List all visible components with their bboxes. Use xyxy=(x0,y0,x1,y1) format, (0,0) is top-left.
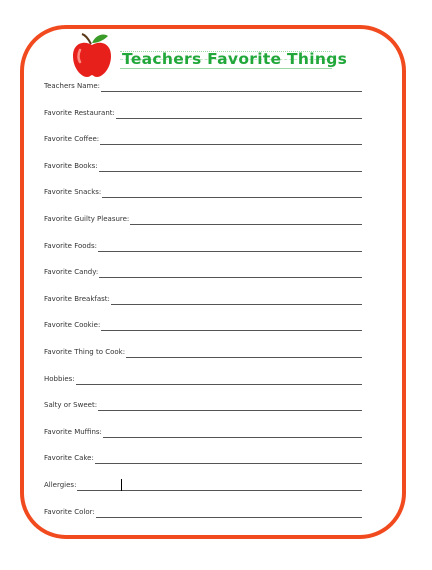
form-field-row xyxy=(44,107,362,121)
form-field-row xyxy=(44,213,362,227)
field-blank-line[interactable] xyxy=(99,171,362,172)
text-cursor xyxy=(121,479,122,491)
form-field-row xyxy=(44,319,362,333)
field-blank-line[interactable] xyxy=(76,384,362,385)
field-label: Favorite Muffins: xyxy=(44,427,102,436)
field-label: Teachers Name: xyxy=(44,82,101,90)
field-blank-line[interactable] xyxy=(130,224,362,225)
form-field-row xyxy=(44,452,362,466)
field-label: Favorite Snacks: xyxy=(44,188,102,197)
form-field-row xyxy=(44,346,362,360)
field-blank-line[interactable] xyxy=(95,463,362,464)
form-field-row xyxy=(44,506,362,520)
form-field-row xyxy=(44,133,362,147)
form-field-row xyxy=(44,373,362,387)
form-field-row xyxy=(44,399,362,413)
field-blank-line[interactable] xyxy=(116,118,362,119)
field-label: Allergies: xyxy=(44,481,77,489)
page-title: Teachers Favorite Things xyxy=(122,50,348,68)
field-label: Favorite Foods: xyxy=(44,241,97,250)
field-label: Salty or Sweet: xyxy=(44,401,98,410)
field-blank-line[interactable] xyxy=(102,197,362,198)
field-label: Favorite Restaurant: xyxy=(44,108,115,117)
field-blank-line[interactable] xyxy=(101,91,362,92)
field-blank-line[interactable] xyxy=(99,277,362,278)
field-label: Favorite Thing to Cook: xyxy=(44,348,126,356)
form-field-row xyxy=(44,80,362,94)
apple-icon xyxy=(70,32,114,78)
form-field-row xyxy=(44,240,362,254)
form-field-row xyxy=(44,479,362,493)
field-label: Favorite Cookie: xyxy=(44,321,101,330)
form-field-row xyxy=(44,186,362,200)
field-label: Favorite Books: xyxy=(44,161,98,170)
form-field-row xyxy=(44,266,362,280)
form-field-row xyxy=(44,426,362,440)
field-blank-line[interactable] xyxy=(126,357,362,358)
field-label: Favorite Coffee: xyxy=(44,135,100,144)
field-label: Favorite Guilty Pleasure: xyxy=(44,215,130,223)
field-blank-line[interactable] xyxy=(101,330,362,331)
field-label: Hobbies: xyxy=(44,374,75,383)
form-field-row xyxy=(44,160,362,174)
form-field-row xyxy=(44,293,362,307)
field-label: Favorite Cake: xyxy=(44,454,94,463)
field-label: Favorite Candy: xyxy=(44,268,99,277)
field-label: Favorite Breakfast: xyxy=(44,294,110,303)
title-area xyxy=(120,49,348,69)
field-blank-line[interactable] xyxy=(103,437,362,438)
field-blank-line[interactable] xyxy=(96,517,362,518)
field-blank-line[interactable] xyxy=(98,410,362,411)
field-blank-line[interactable] xyxy=(111,304,362,305)
field-blank-line[interactable] xyxy=(98,251,362,252)
field-blank-line[interactable] xyxy=(100,144,362,145)
field-label: Favorite Color: xyxy=(44,507,95,516)
